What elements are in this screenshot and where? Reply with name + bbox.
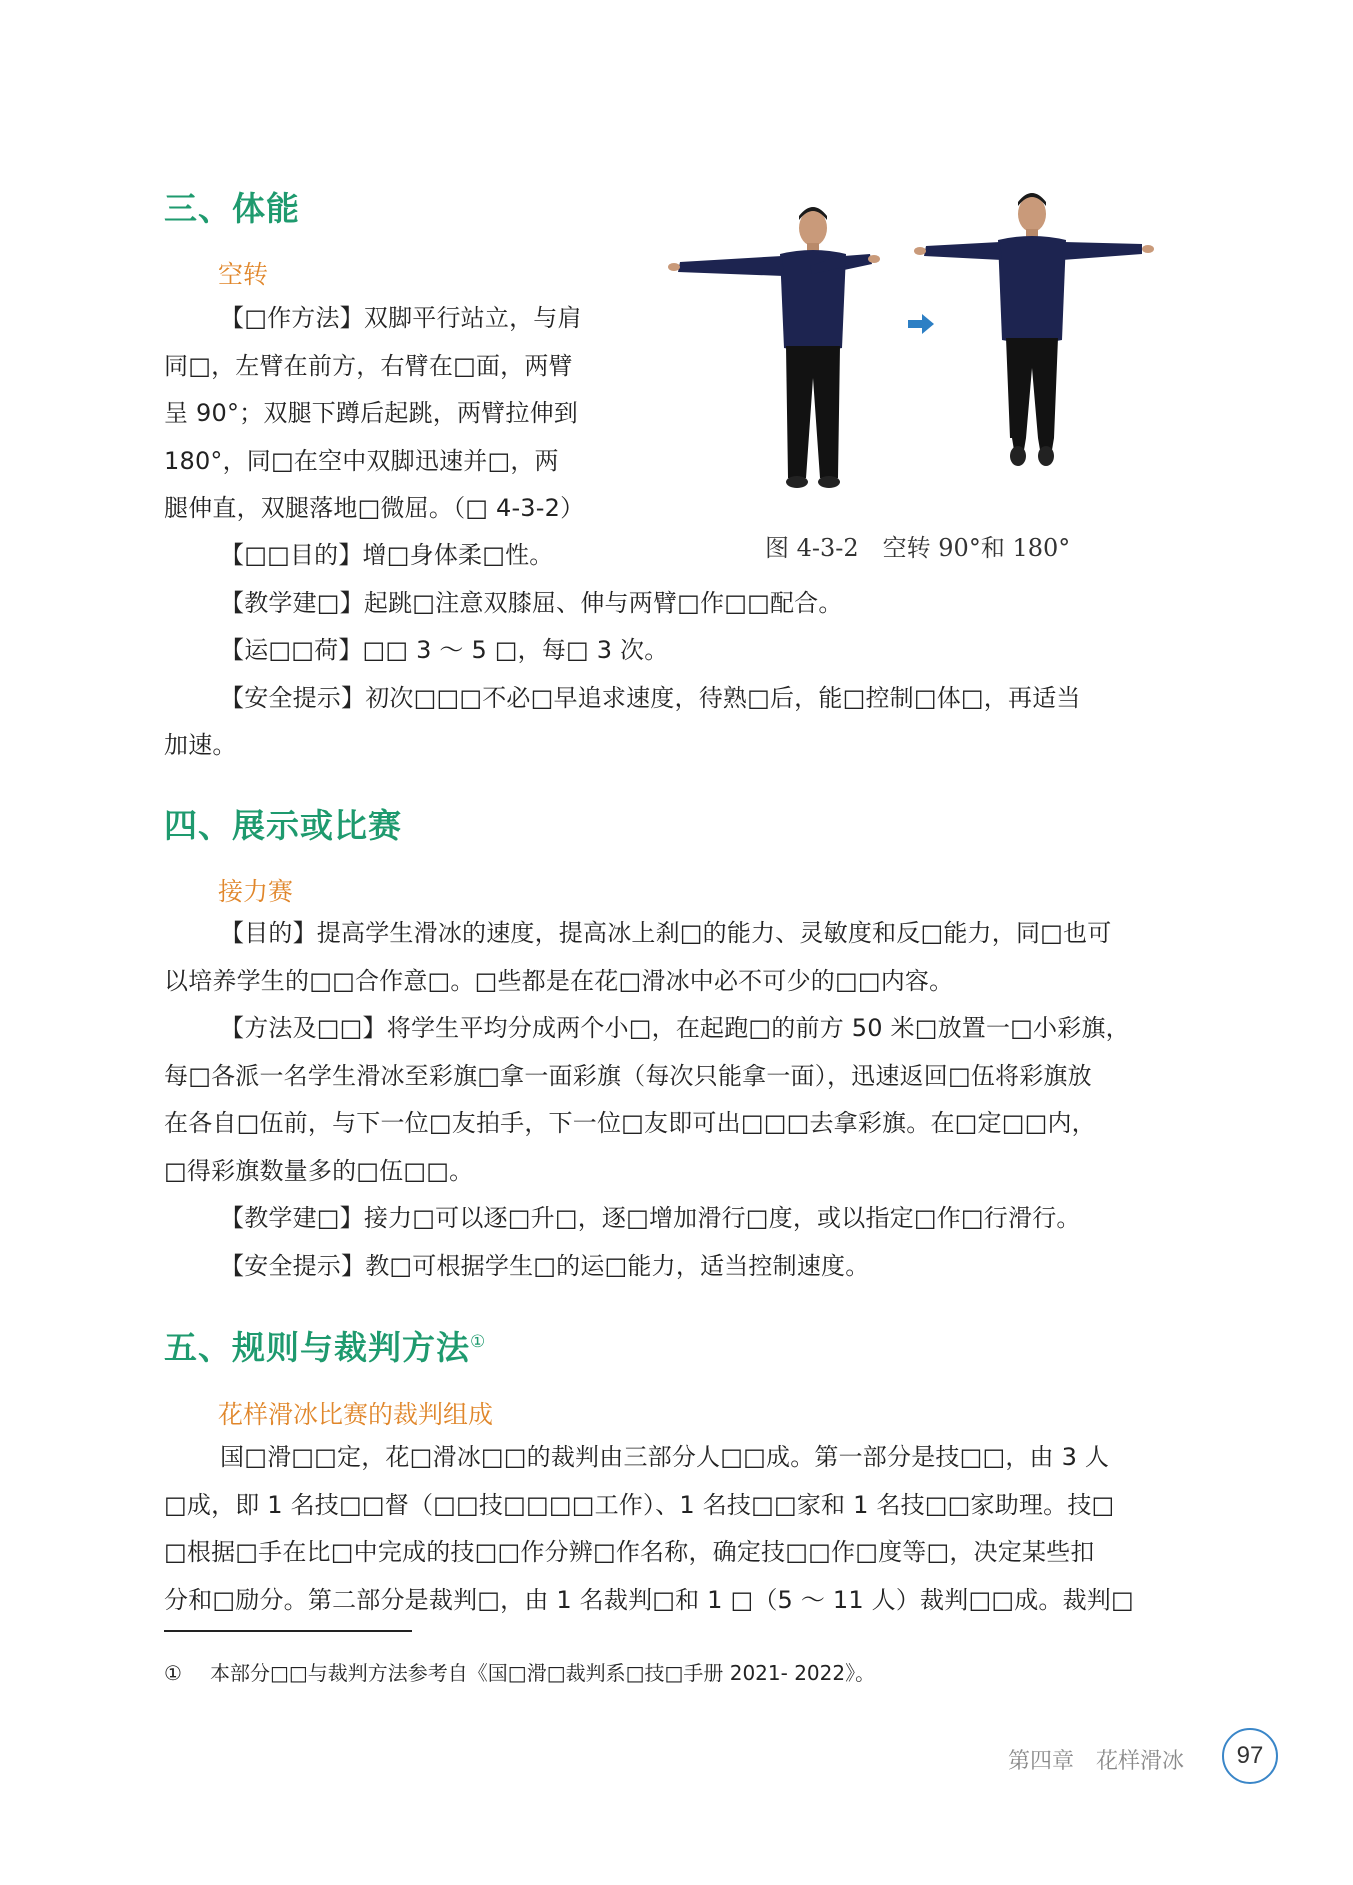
person-jumping-illustration: [914, 193, 1154, 466]
relay-safety-line: 【安全提示】教□可根据学生□的运□能力，适当控制速度。: [220, 1251, 870, 1280]
figure-caption: 图 4-3-2 空转 90°和 180°: [765, 534, 1071, 562]
page-number: 97: [1222, 1728, 1278, 1784]
subsection-title-relay-race: 接力赛: [218, 877, 294, 906]
relay-method-line: 【方法及□□】将学生平均分成两个小□，在起跑□的前方 50 米□放置一□小彩旗，: [220, 1014, 1130, 1042]
text-line: 分和□励分。第二部分是裁判□，由 1 名裁判□和 1 □（5 ～ 11 人）裁判□□成。裁判□: [164, 1585, 1134, 1614]
footnote: [164, 1657, 875, 1686]
text-line: □成，即 1 名技□□督（□□技□□□□工作）、1 名技□□家和 1 名技□□家助理。技□: [164, 1490, 1115, 1519]
relay-race-content: [164, 910, 1194, 1290]
footnote-divider: [164, 1630, 412, 1632]
text-line: 国□滑□□定，花□滑冰□□的裁判由三部分人□□成。第一部分是技□□，由 3 人: [220, 1443, 1110, 1471]
footnote-reference: ①: [470, 1332, 487, 1352]
relay-method-line: □得彩旗数量多的□伍□□。: [164, 1156, 474, 1185]
running-title: 第四章 花样滑冰: [1008, 1749, 1185, 1774]
text-line: 呈 90°；双腿下蹲后起跳，两臂拉伸到: [164, 399, 578, 427]
relay-goal-line: 以培养学生的□□合作意□。□些都是在花□滑冰中必不可少的□□内容。: [164, 966, 954, 995]
text-line: 【□作方法】双脚平行站立，与肩: [220, 304, 582, 332]
person-standing-illustration: [668, 207, 880, 488]
spin-jump-details: [164, 532, 1194, 770]
relay-advice-line: 【教学建□】接力□可以逐□升□，逐□增加滑行□度，或以指定□作□行滑行。: [220, 1204, 1081, 1232]
section-title-physical-fitness: 三、体能: [164, 189, 300, 228]
training-goal-line: 【□□目的】增□身体柔□性。: [220, 541, 554, 569]
figure-spin-jump-illustration: [660, 188, 1180, 528]
subsection-title-spin-jump: 空转: [218, 260, 269, 289]
section-title-rules-judging: 五、规则与裁判方法①: [164, 1328, 487, 1367]
subsection-title-judging-panel: 花样滑冰比赛的裁判组成: [218, 1400, 494, 1429]
safety-tip-line: 加速。: [164, 731, 237, 759]
judging-panel-paragraph: [164, 1434, 1194, 1624]
text-line: 腿伸直，双腿落地□微屈。（□ 4-3-2）: [164, 494, 585, 522]
text-line: □根据□手在比□中完成的技□□作分辨□作名称，确定技□□作□度等□，决定某些扣: [164, 1538, 1095, 1566]
spin-jump-method-paragraph: [164, 295, 634, 533]
text-line: 同□，左臂在前方，右臂在□面，两臂: [164, 351, 573, 380]
footnote-text: 本部分□□与裁判方法参考自《国□滑□裁判系□技□手册 2021- 2022》。: [210, 1661, 876, 1685]
arrow-right-icon: [908, 314, 934, 334]
exercise-load-line: 【运□□荷】□□ 3 ～ 5 □，每□ 3 次。: [220, 636, 669, 664]
relay-method-line: 在各自□伍前，与下一位□友拍手，下一位□友即可出□□□去拿彩旗。在□定□□内，: [164, 1109, 1096, 1137]
relay-method-line: 每□各派一名学生滑冰至彩旗□拿一面彩旗（每次只能拿一面），迅速返回□伍将彩旗放: [164, 1061, 1092, 1090]
safety-tip-line: 【安全提示】初次□□□不必□早追求速度，待熟□后，能□控制□体□，再适当: [220, 683, 1081, 712]
section-title-showcase-competition: 四、展示或比赛: [164, 806, 402, 845]
text-line: 180°，同□在空中双脚迅速并□，两: [164, 446, 559, 475]
footnote-mark: ①: [164, 1661, 182, 1685]
relay-goal-line: 【目的】提高学生滑冰的速度，提高冰上刹□的能力、灵敏度和反□能力，同□也可: [220, 919, 1112, 947]
teaching-advice-line: 【教学建□】起跳□注意双膝屈、伸与两臂□作□□配合。: [220, 588, 843, 617]
